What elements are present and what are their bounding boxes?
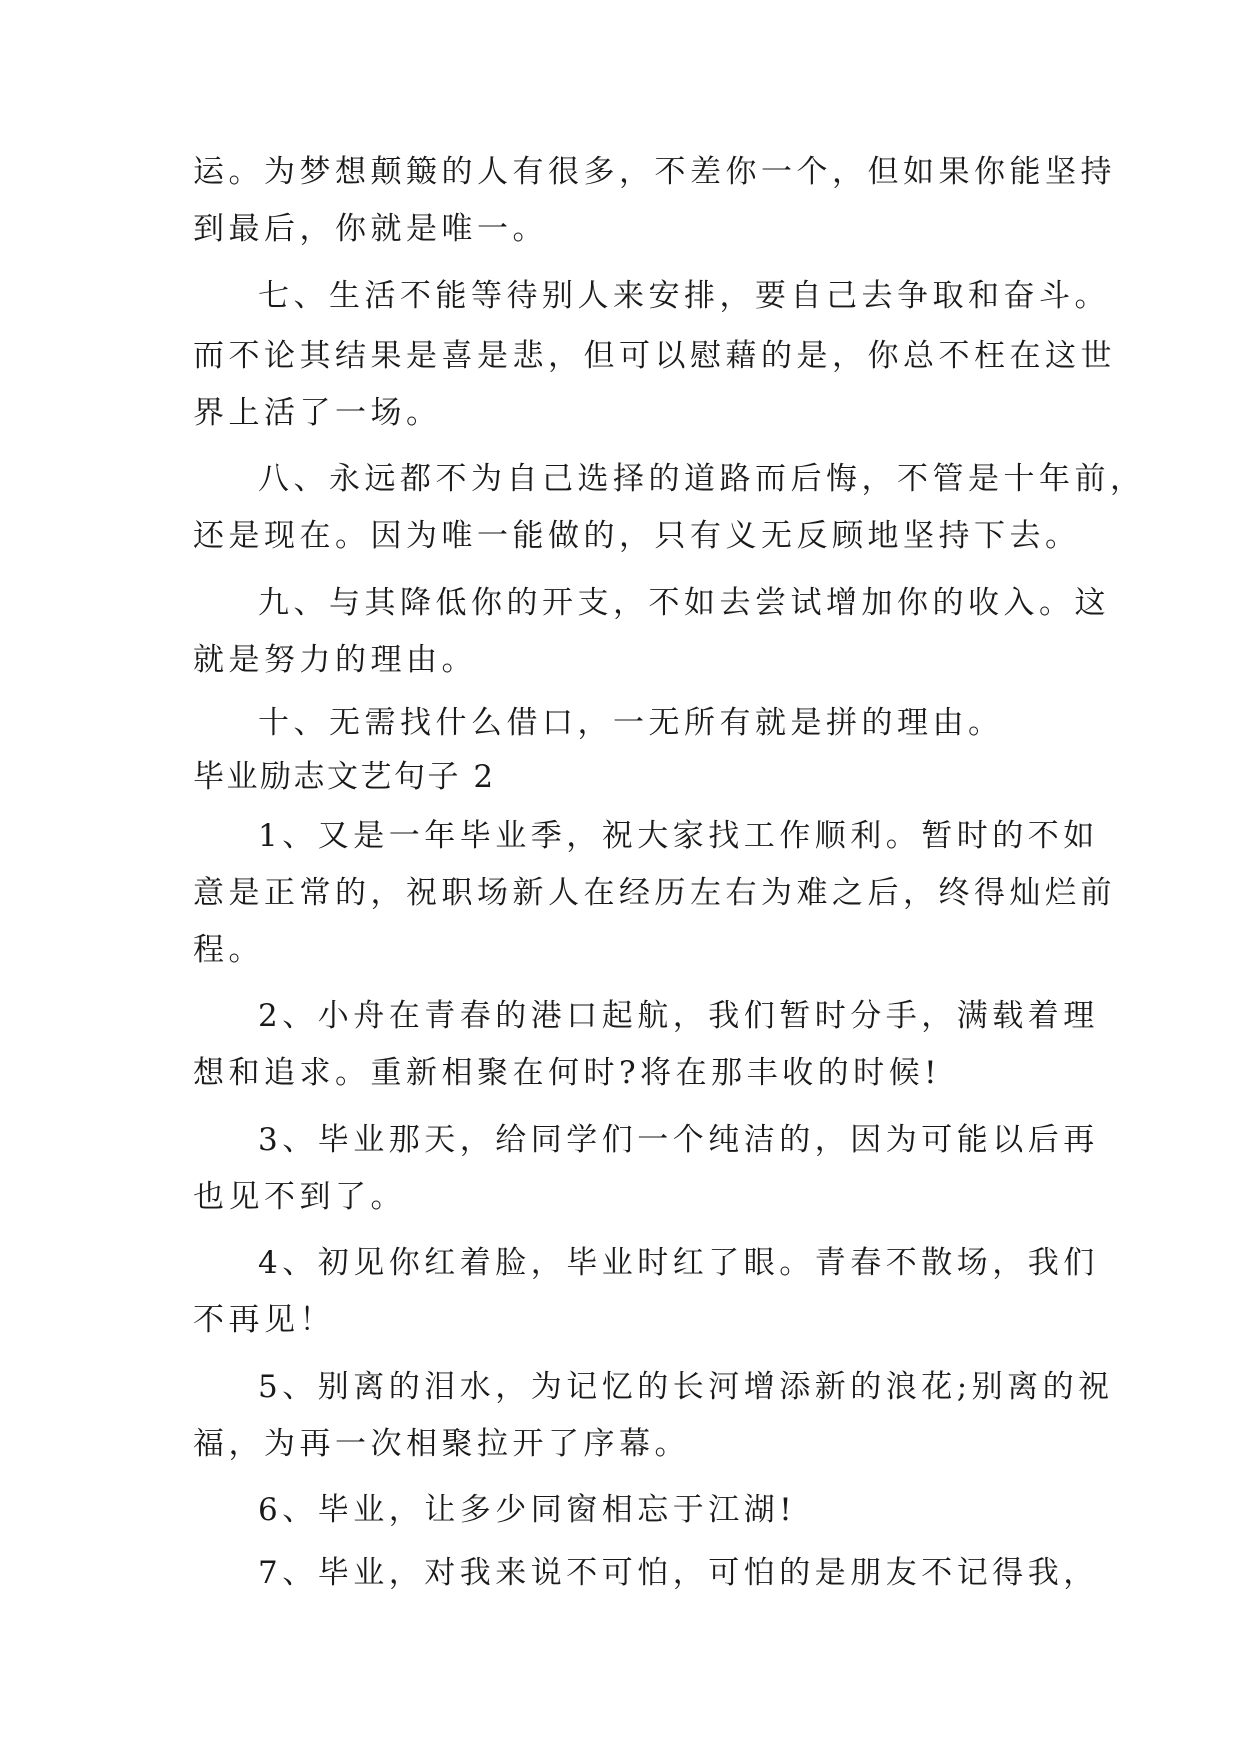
text-line: 2、小舟在青春的港口起航，我们暂时分手，满载着理 — [258, 998, 1099, 1034]
text-line: 3、毕业那天，给同学们一个纯洁的，因为可能以后再 — [258, 1122, 1099, 1158]
text-line: 到最后，你就是唯一。 — [193, 211, 548, 247]
text-line: 想和追求。重新相聚在何时?将在那丰收的时候! — [193, 1055, 942, 1091]
text-line: 还是现在。因为唯一能做的，只有义无反顾地坚持下去。 — [193, 518, 1081, 554]
text-line: 6、毕业，让多少同窗相忘于江湖! — [258, 1492, 797, 1528]
text-line: 5、别离的泪水，为记忆的长河增添新的浪花;别离的祝 — [258, 1369, 1114, 1405]
text-line: 而不论其结果是喜是悲，但可以慰藉的是，你总不枉在这世 — [193, 338, 1116, 374]
text-line: 不再见！ — [193, 1302, 335, 1338]
text-line: 4、初见你红着脸，毕业时红了眼。青春不散场，我们 — [258, 1245, 1099, 1281]
section-heading: 毕业励志文艺句子 2 — [193, 759, 496, 795]
text-line: 运。为梦想颠簸的人有很多，不差你一个，但如果你能坚持 — [193, 154, 1116, 190]
text-line: 就是努力的理由。 — [193, 642, 477, 678]
text-line: 意是正常的，祝职场新人在经历左右为难之后，终得灿烂前 — [193, 875, 1116, 911]
text-line: 程。 — [193, 932, 264, 968]
text-line: 七、生活不能等待别人来安排，要自己去争取和奋斗。 — [258, 278, 1110, 314]
text-line: 也见不到了。 — [193, 1179, 406, 1215]
text-line: 1、又是一年毕业季，祝大家找工作顺利。暂时的不如 — [258, 818, 1099, 854]
text-line: 福，为再一次相聚拉开了序幕。 — [193, 1426, 690, 1462]
text-line: 九、与其降低你的开支，不如去尝试增加你的收入。这 — [258, 585, 1110, 621]
text-line: 十、无需找什么借口，一无所有就是拼的理由。 — [258, 705, 1004, 741]
text-line: 八、永远都不为自己选择的道路而后悔，不管是十年前， — [258, 461, 1146, 497]
text-line: 界上活了一场。 — [193, 395, 442, 431]
text-line: 7、毕业，对我来说不可怕，可怕的是朋友不记得我， — [258, 1555, 1099, 1591]
